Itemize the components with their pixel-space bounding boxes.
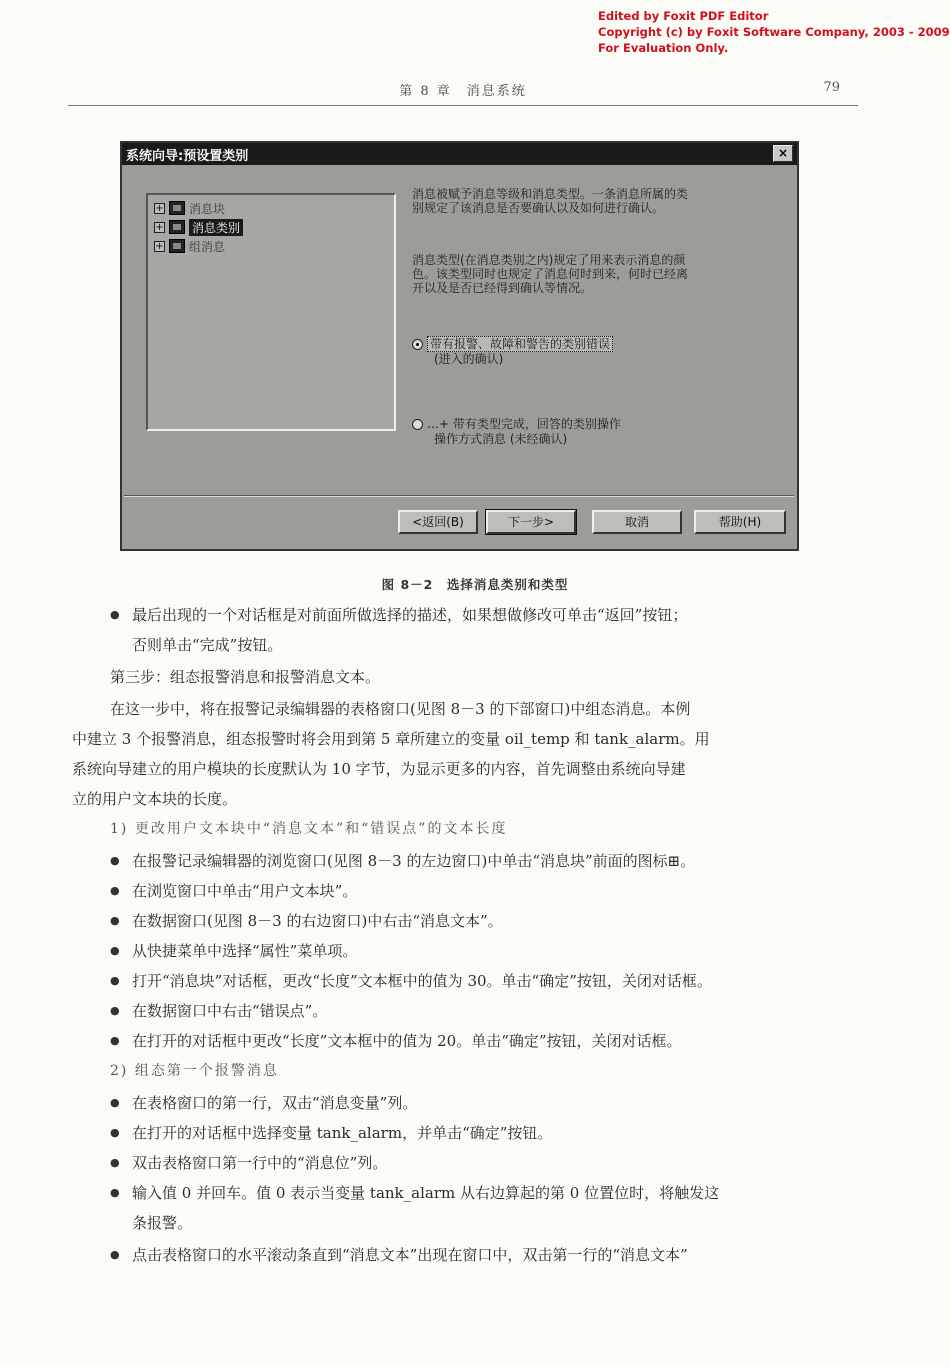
figure-caption: 图 8－2 选择消息类别和类型 — [381, 577, 569, 592]
paragraph-line: 在这一步中，将在报警记录编辑器的表格窗口(见图 8－3 的下部窗口)中组态消息。本例 — [110, 700, 691, 718]
back-button[interactable]: <返回(B) — [398, 510, 478, 534]
section-heading: 1) 更改用户文本块中“消息文本”和“错误点”的文本长度 — [110, 821, 508, 837]
option-label: 带有报警、故障和警告的类别错误 — [427, 336, 613, 352]
wizard-dialog-screenshot — [120, 141, 799, 551]
category-tree[interactable] — [146, 193, 396, 431]
dialog-separator — [124, 495, 794, 497]
radio-option-operation-class[interactable] — [412, 417, 621, 447]
tree-item-label: 消息块 — [189, 201, 226, 216]
dialog-title: 系统向导:预设置类别 — [126, 149, 249, 164]
paragraph-line: 中建立 3 个报警消息，组态报警时将会用到第 5 章所建立的变量 oil_temp 和 tank_alarm。用 — [72, 730, 710, 748]
paragraph-line: 立的用户文本块的长度。 — [72, 790, 238, 808]
tree-item-message-class[interactable] — [154, 218, 243, 236]
bullet-item: ● 在表格窗口的第一行，双击“消息变量”列。 — [132, 1092, 417, 1113]
bullet-item: ● 在浏览窗口中单击“用户文本块”。 — [132, 880, 357, 901]
bullet-item: ● 在数据窗口(见图 8－3 的右边窗口)中右击“消息文本”。 — [132, 910, 503, 931]
description-line: 消息类型(在消息类别之内)规定了用来表示消息的颜 — [412, 253, 686, 267]
expand-icon[interactable]: + — [155, 240, 164, 252]
tree-item-group-message[interactable] — [154, 237, 225, 255]
radio-selected-icon[interactable] — [412, 339, 423, 350]
paragraph-line: 系统向导建立的用户模块的长度默认为 10 字节，为显示更多的内容，首先调整由系统向导建 — [72, 760, 686, 778]
watermark-line-2: Copyright (c) by Foxit Software Company, 2003 - 2009 — [598, 25, 950, 39]
text-line: 否则单击“完成”按钮。 — [132, 636, 283, 654]
section-heading: 2) 组态第一个报警消息 — [110, 1063, 279, 1079]
running-header — [68, 76, 858, 106]
tree-item-label: 组消息 — [189, 239, 226, 254]
expand-icon[interactable]: + — [155, 202, 164, 214]
folder-icon — [169, 239, 185, 253]
description-paragraph-1 — [412, 187, 688, 215]
tree-item-message-block[interactable] — [154, 199, 225, 217]
folder-icon — [169, 220, 185, 234]
next-button[interactable]: 下一步> — [486, 510, 576, 534]
bullet-item: ● 在打开的对话框中选择变量 tank_alarm，并单击“确定”按钮。 — [132, 1122, 552, 1143]
chapter-title: 第 8 章 消息系统 — [399, 84, 527, 99]
radio-unselected-icon[interactable] — [412, 419, 423, 430]
step-heading: 第三步：组态报警消息和报警消息文本。 — [110, 668, 381, 686]
description-line: 别规定了该消息是否要确认以及如何进行确认。 — [412, 201, 665, 215]
bullet-item: ● 打开“消息块”对话框，更改“长度”文本框中的值为 30。单击“确定”按钮，关闭对话框。 — [132, 970, 712, 991]
bullet-item: ● 在打开的对话框中更改“长度”文本框中的值为 20。单击“确定”按钮，关闭对话框。 — [132, 1030, 682, 1051]
text-line: 条报警。 — [132, 1214, 193, 1232]
evaluation-watermark — [598, 8, 950, 56]
watermark-line-1: Edited by Foxit PDF Editor — [598, 9, 769, 23]
description-line: 消息被赋予消息等级和消息类型。一条消息所属的类 — [412, 187, 689, 201]
tree-item-label: 消息类别 — [189, 219, 243, 236]
dialog-client-area — [122, 165, 797, 549]
bullet-item: ● 输入值 0 并回车。值 0 表示当变量 tank_alarm 从右边算起的第 0 位置位时，将触发这 — [132, 1182, 719, 1203]
description-line: 开以及是否已经得到确认等情况。 — [412, 281, 593, 295]
description-line: 色。该类型同时也规定了消息何时到来，何时已经离 — [412, 267, 689, 281]
bullet-item: ● 双击表格窗口第一行中的“消息位”列。 — [132, 1152, 387, 1173]
description-paragraph-2 — [412, 253, 688, 295]
dialog-titlebar — [122, 143, 797, 165]
bullet-item: ● 点击表格窗口的水平滚动条直到“消息文本”出现在窗口中，双击第一行的“消息文本” — [132, 1244, 688, 1265]
watermark-line-3: For Evaluation Only. — [598, 41, 729, 55]
radio-option-error-class[interactable] — [412, 337, 613, 367]
option-sublabel: 操作方式消息 (未经确认) — [434, 432, 568, 446]
expand-icon[interactable]: + — [155, 221, 164, 233]
close-button[interactable]: × — [773, 145, 793, 162]
option-sublabel: (进入的确认) — [434, 352, 504, 366]
bullet-item: ● 在数据窗口中右击“错误点”。 — [132, 1000, 327, 1021]
bullet-item: ● 从快捷菜单中选择“属性”菜单项。 — [132, 940, 357, 961]
help-button[interactable]: 帮助(H) — [694, 510, 786, 534]
cancel-button[interactable]: 取消 — [592, 510, 682, 534]
bullet-item: ● 在报警记录编辑器的浏览窗口(见图 8－3 的左边窗口)中单击“消息块”前面的图标⊞。 — [132, 850, 695, 871]
option-label: …+ 带有类型完成，回答的类别操作 — [427, 417, 621, 431]
folder-icon — [169, 201, 185, 215]
bullet-item: ● 最后出现的一个对话框是对前面所做选择的描述，如果想做修改可单击“返回”按钮； — [132, 604, 687, 625]
page-number: 79 — [823, 80, 840, 95]
